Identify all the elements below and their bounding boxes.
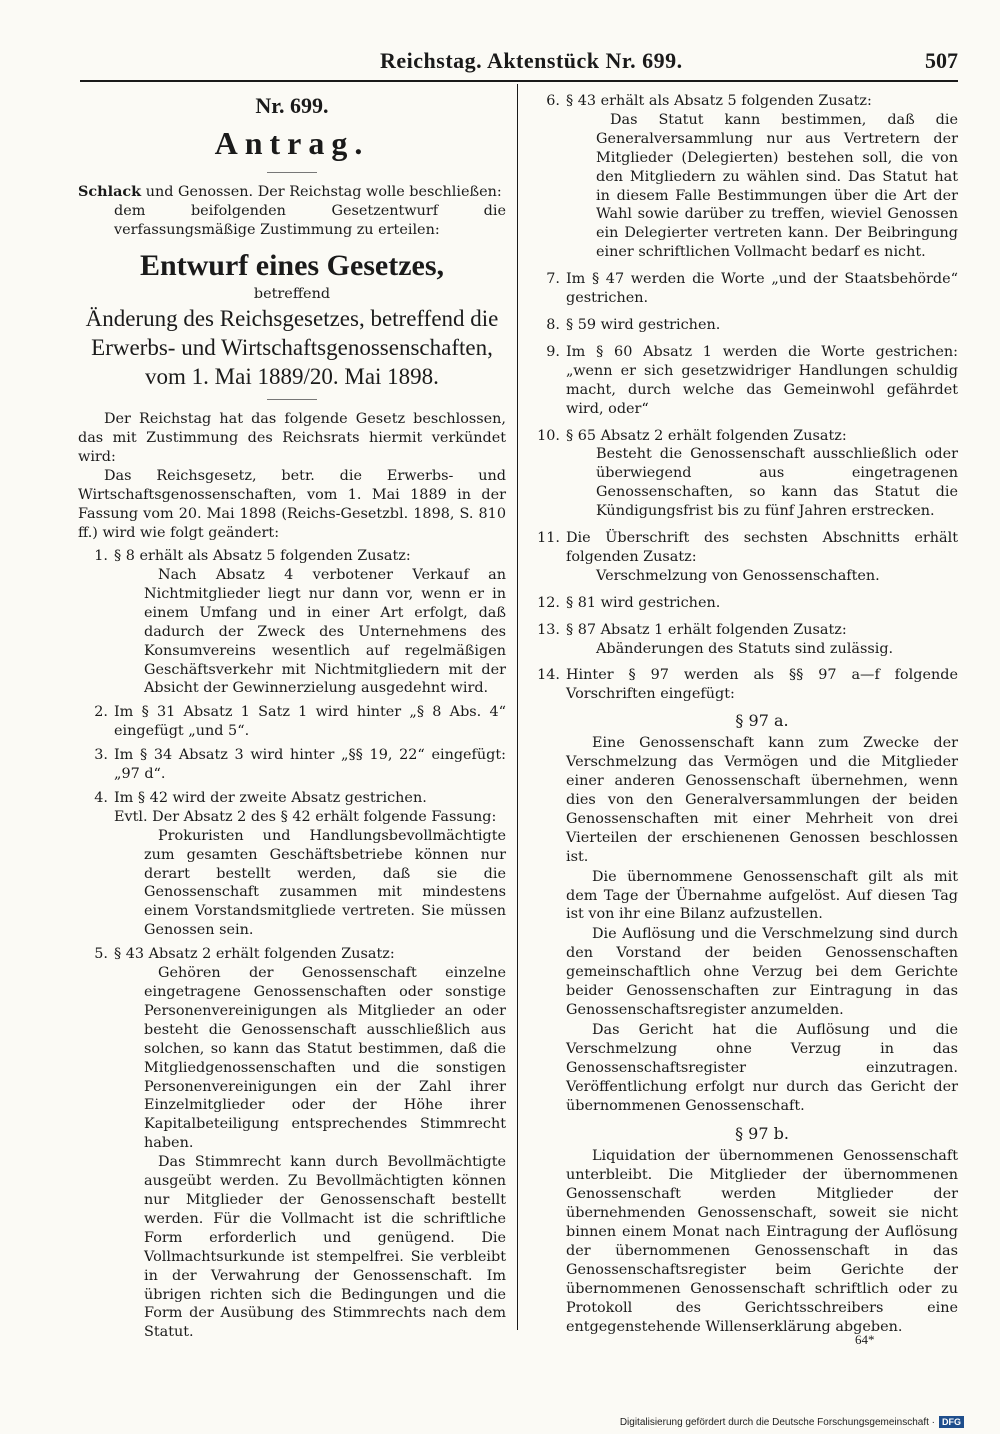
item-number: 14. <box>537 667 560 684</box>
document-number: Nr. 699. <box>255 93 329 118</box>
document-title: Antrag. <box>214 125 370 161</box>
section-paragraph: Das Gericht hat die Auflösung und die Verschmelzung ohne Verzug in das Genossenschaftsregister einzutragen. Veröffentlichung erfolgt nur durch das Gericht der übernommenen Genossenschaft. <box>566 1021 958 1114</box>
list-item <box>530 529 958 586</box>
item-number: 9. <box>546 343 560 360</box>
item-number: 13. <box>537 621 560 638</box>
list-item <box>530 621 958 659</box>
item-subtext-2: Das Stimmrecht kann durch Bevollmächtigte ausgeübt werden. Zu Bevollmächtigten können nur Mitglieder der Genossenschaft bestellt werden. Für die Vollmacht ist die schriftliche Form erforderlich und genügend. Die Vollmachtsurkunde ist stempelfrei. Sie verbleibt in der Verwahrung der Genossenschaft. Im übrigen richten sich die Bedingungen und die Form der Ausübung des Stimmrechts nach dem Statut. <box>144 1154 506 1341</box>
list-item <box>530 270 958 308</box>
section-paragraph: Liquidation der übernommenen Genossenschaft unterbleibt. Die Mitglieder der übernommenen Genossenschaft werden Mitglieder der übernehmenden Genossenschaft, soweit sie nicht binnen einem Monat nach Eintragung der Auflösung der übernommenen Genossenschaft in das Genossenschaftsregister beim Gerichte der übernommenen Genossenschaft schriftlich oder zu Protokoll des Gerichtsschreibers eine entgegenstehende Willenserklärung abgeben. <box>566 1148 958 1335</box>
title-rule <box>267 172 317 173</box>
section-97a <box>530 710 958 1115</box>
section-paragraph: Die Auflösung und die Verschmelzung sind durch den Vorstand der beiden Genossenschaften gemeinschaftlich ohne Verzug bei dem Gerichte beider Genossenschaften zur Eintragung in das Genossenschaftsregister anzumelden. <box>566 926 958 1018</box>
list-item <box>530 427 958 522</box>
item-subtext: Nach Absatz 4 verbotener Verkauf an Nichtmitglieder liegt nur dann vor, wenn er in einem Umfang und in einer Art erfolgt, daß dadurch der Zweck des Unternehmens des Konsumvereins wesentlich auf regelmäßigen Geschäftsverkehr mit Nichtmitgliedern mit der Absicht der Gewinnerzielung ausgedehnt wird. <box>144 566 506 697</box>
left-column <box>78 92 506 1350</box>
list-item <box>530 316 958 335</box>
header-rule <box>80 80 958 82</box>
item-number: 1. <box>94 548 108 565</box>
item-text: Im § 34 Absatz 3 wird hinter „§§ 19, 22“ eingefügt: „97 d“. <box>114 747 506 783</box>
amendment-intro: Das Reichsgesetz, betr. die Erwerbs- und Wirtschaftsgenossenschaften, vom 1. Mai 1889 in der Fassung vom 20. Mai 1898 (Reichs-Gesetzbl. 1898, S. 810 ff.) wird wie folgt geändert: <box>78 468 506 542</box>
item-text: § 59 wird gestrichen. <box>566 316 721 333</box>
intro-indent: dem beifolgenden Gesetzentwurf die verfassungsmäßige Zustimmung zu erteilen: <box>114 202 506 238</box>
item-number: 4. <box>94 789 108 806</box>
list-item <box>530 343 958 419</box>
intro-lead: Schlack <box>78 183 142 200</box>
item-text: Im § 47 werden die Worte „und der Staatsbehörde“ gestrichen. <box>566 271 958 307</box>
list-item <box>530 666 958 704</box>
item-text: Im § 42 wird der zweite Absatz gestrichen. <box>114 789 427 806</box>
item-number: 5. <box>94 946 108 963</box>
item-number: 8. <box>546 316 560 333</box>
column-divider <box>517 84 518 1330</box>
item-number: 12. <box>537 594 560 611</box>
right-column <box>530 92 958 1337</box>
section-heading: § 97 b. <box>735 1124 789 1144</box>
credit-text: Digitalisierung gefördert durch die Deutsche Forschungsgemeinschaft · <box>619 1416 935 1428</box>
section-97b <box>530 1123 958 1336</box>
item-text: § 81 wird gestrichen. <box>566 594 721 611</box>
list-item <box>78 789 506 940</box>
item-number: 6. <box>546 93 560 109</box>
list-item <box>78 945 506 1342</box>
section-paragraph: Eine Genossenschaft kann zum Zwecke der Verschmelzung das Vermögen und die Mitglieder einer anderen Genossenschaft übernehmen, wenn dies von den Generalversammlungen der beiden Genossenschaften mit einer Mehrheit von drei Vierteilen der erschienenen Genossen beschlossen ist. <box>566 735 958 865</box>
list-item <box>530 92 958 262</box>
item-number: 2. <box>94 704 108 721</box>
preamble: Der Reichstag hat das folgende Gesetz beschlossen, das mit Zustimmung des Reichsrats hiermit verkündet wird: <box>78 410 506 465</box>
item-text: § 65 Absatz 2 erhält folgenden Zusatz: <box>566 427 847 444</box>
intro-rest: und Genossen. Der Reichstag wolle beschließen: <box>141 184 502 200</box>
list-item <box>530 594 958 613</box>
law-title: Entwurf eines Gesetzes, <box>139 248 445 282</box>
item-text: § 43 erhält als Absatz 5 folgenden Zusatz: <box>566 93 872 109</box>
item-number: 3. <box>94 747 108 764</box>
item-text: § 87 Absatz 1 erhält folgenden Zusatz: <box>566 621 847 638</box>
intro-paragraph <box>78 183 506 202</box>
section-heading: § 97 a. <box>735 711 789 731</box>
item-subtext: Verschmelzung von Genossenschaften. <box>596 567 880 584</box>
list-item <box>78 703 506 741</box>
item-text: Hinter § 97 werden als §§ 97 a—f folgende Vorschriften eingefügt: <box>566 667 958 703</box>
page-number: 507 <box>925 48 958 73</box>
item-text: Im § 31 Absatz 1 Satz 1 wird hinter „§ 8 Abs. 4“ eingefügt „und 5“. <box>114 704 506 740</box>
dfg-logo: DFG <box>939 1416 964 1428</box>
item-text: § 43 Absatz 2 erhält folgenden Zusatz: <box>114 946 395 963</box>
item-subtext: Abänderungen des Statuts sind zulässig. <box>596 640 894 657</box>
signature-mark: 64* <box>855 1332 875 1347</box>
law-description: Änderung des Reichsgesetzes, betreffend die Erwerbs- und Wirtschaftsgenossenschaften, vom 1. Mai 1889/20. Mai 1898. <box>85 305 499 389</box>
item-alternative: Evtl. Der Absatz 2 des § 42 erhält folgende Fassung: <box>114 808 497 825</box>
item-text: Im § 60 Absatz 1 werden die Worte gestrichen: „wenn er sich gesetzwidriger Handlungen schuldig macht, durch welche das Gemeinwohl gefährdet wird, oder“ <box>566 343 958 417</box>
item-number: 10. <box>537 427 560 444</box>
item-subtext: Prokuristen und Handlungsbevollmächtigte zum gesamten Geschäftsbetriebe können nur derart bestellt werden, daß sie die Genossenschaft zusammen mit mindestens einem Vorstandsmitgliede vertreten. Sie müssen Genossen sein. <box>144 827 506 939</box>
section-paragraph: Die übernommene Genossenschaft gilt als mit dem Tage der Übernahme aufgelöst. Auf diesen Tag ist von ihr eine Bilanz aufzustellen. <box>566 868 958 923</box>
list-item <box>78 547 506 698</box>
item-subtext: Besteht die Genossenschaft ausschließlich oder überwiegend aus eingetragenen Genossenschaften, so kann das Statut die Kündigungsfrist bis zu fünf Jahren erstrecken. <box>596 446 958 520</box>
item-number: 7. <box>546 271 560 288</box>
law-subtitle: betreffend <box>253 285 331 302</box>
item-text: Die Überschrift des sechsten Abschnitts erhält folgenden Zusatz: <box>566 530 958 565</box>
item-subtext: Gehören der Genossenschaft einzelne eingetragene Genossenschaften oder sonstige Personenvereinigungen als Mitglieder an oder besteht die Genossenschaft ausschließlich aus solchen, so kann das Statut bestimmen, daß die Mitgliedgenossenschaften und die sonstigen Personenvereinigungen ein der Zahl ihrer Einzelmitglieder oder der Höhe ihrer Kapitalbeteiligung entsprechendes Stimmrecht haben. <box>144 965 506 1152</box>
list-item <box>78 746 506 784</box>
item-subtext: Das Statut kann bestimmen, daß die Generalversammlung nur aus Vertretern der Mitglieder (Delegierten) bestehen soll, die von den Mitgliedern zu wählen sind. Das Statut hat in diesem Falle Bestimmungen über die Art der Wahl sowie darüber zu treffen, wieviel Genossen ein Delegierter vertreten kann. Der Beibringung einer schriftlichen Vollmacht bedarf es nicht. <box>596 111 958 261</box>
item-number: 11. <box>537 530 560 547</box>
law-rule <box>267 399 317 400</box>
running-header: Reichstag. Aktenstück Nr. 699. <box>380 48 683 73</box>
digitization-credit <box>620 1416 964 1428</box>
item-text: § 8 erhält als Absatz 5 folgenden Zusatz: <box>114 548 411 565</box>
